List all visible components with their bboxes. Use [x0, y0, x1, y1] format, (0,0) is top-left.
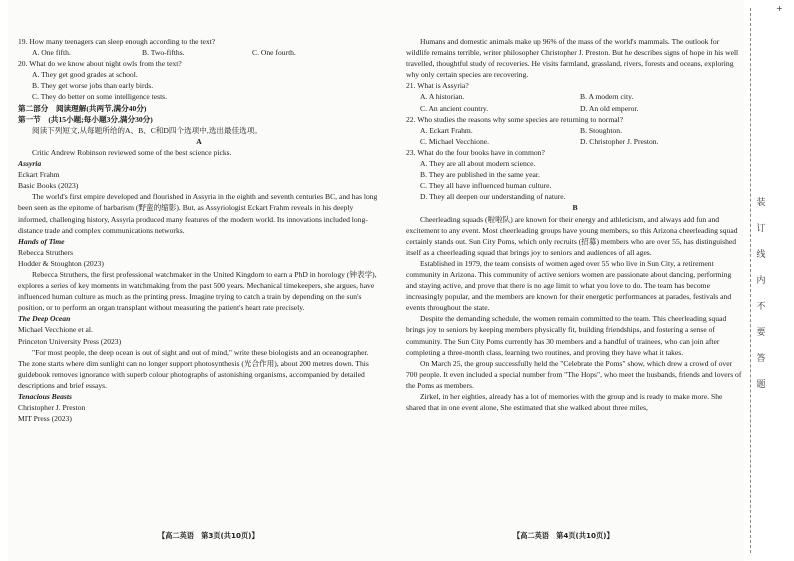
passage-paragraph: Cheerleading squads (啦啦队) are known for their energy and athleticism, and always add fun and excitement to any event. Most cheerleading groups have young members, so this Arizona cheerleading squad certainly stands out. Sun City Poms, which only recruits (招募) members who are over 55, has distinguished itself as a cheerleading squad that brings joy to seniors and audiences of all ages. [406, 214, 738, 257]
question-21-options-row1 [406, 91, 744, 102]
passage-label: B [572, 203, 578, 213]
book-publisher: Basic Books (2023) [18, 181, 79, 191]
option-c: C. One fourth. [252, 48, 296, 58]
binding-char: 答 [756, 354, 766, 364]
binding-char: 不 [756, 302, 766, 312]
passage-intro: Critic Andrew Robinson reviewed some of the best science picks. [32, 147, 232, 157]
corner-mark: + [776, 4, 783, 13]
book-title: The Deep Ocean [18, 314, 71, 324]
option-c: C. They all have influenced human culture. [420, 181, 552, 191]
section-heading: 第一节 (共15小题;每小题3分,满分30分) [18, 114, 153, 124]
part-heading: 第二部分 阅读理解(共两节,满分40分) [18, 103, 147, 113]
binding-notice [754, 190, 768, 398]
option-b: B. They are published in the same year. [420, 170, 540, 180]
option-a: A. A historian. [420, 92, 465, 102]
passage-paragraph: Zirkel, in her eighties, already has a lot of memories with the group and is ready to make more. She shared that in one event alone, She estimated that she walked about three miles, [406, 392, 723, 413]
option-b: B. They get worse jobs than early birds. [32, 81, 154, 91]
option-a: A. They are all about modern science. [420, 159, 536, 169]
page-footer-right: 【高二英语 第4页(共10页)】 [513, 531, 614, 540]
binding-char: 装 [756, 198, 766, 208]
question-21-options-row2 [406, 103, 744, 114]
book-author: Michael Vecchione et al. [18, 325, 93, 335]
book-author: Christopher J. Preston [18, 403, 86, 413]
passage-paragraph: On March 25, the group successfully held the "Celebrate the Poms" show, which drew a crowd of over 700 people. It even included a special number from "The Hops", who meet the husbands, friends and lovers of the Poms as members. [406, 358, 742, 390]
option-d: D. Christopher J. Preston. [580, 136, 659, 146]
right-column [406, 36, 744, 413]
page-footer-left: 【高二英语 第3页(共10页)】 [158, 531, 259, 540]
option-a: A. They get good grades at school. [32, 70, 138, 80]
book-title: Hands of Time [18, 236, 65, 246]
passage-paragraph: Established in 1979, the team consists of women aged over 55 who live in Sun City, a retirement community in Arizona. This community of active seniors women are passionate about dancing, performing and staying active, and prove that there is no age limit to what you love to do. The team has become increasingly popular, and the members are known for their energetic performances at parades, festivals and events throughout the state. [406, 258, 732, 313]
question-21: 21. What is Assyria? [406, 81, 469, 91]
book-author: Eckart Frahm [18, 170, 60, 180]
option-c: C. An ancient country. [420, 103, 489, 113]
passage-label: A [196, 136, 202, 146]
option-c: C. Michael Vecchione. [420, 136, 490, 146]
passage-paragraph: Despite the demanding schedule, the women remain committed to the team. This cheerleading squad brings joy to seniors by keeping members physically fit, building friendships, and fostering a sense of community. The Sun City Poms currently has 30 members and a handful of trainees, who can join after completing a three-month class, learning two routines, and proving they have what it takes. [406, 314, 727, 357]
binding-char: 题 [756, 380, 766, 390]
binding-char: 订 [756, 224, 766, 234]
book-title: Tenacious Beasts [18, 392, 72, 401]
binding-char: 线 [756, 250, 766, 260]
book-description: The world's first empire developed and flourished in Assyria in the eighth and seventh centuries BC, and has long been seen as the epitome of barbarism (野蛮的缩影). But, as Assyriologist Eckart Frahm reveals in his deeply informed, challenging history, Assyria produced many features of the modern world. Its innovations included long-distance trade and complex communications networks. [18, 192, 378, 235]
option-b: B. Two-fifths. [142, 48, 185, 58]
question-22-options-row1 [406, 125, 744, 136]
question-19-options [18, 47, 380, 58]
option-b: B. A modern city. [580, 92, 634, 102]
binding-char: 内 [756, 276, 766, 286]
book-description: Rebecca Struthers, the first professional watchmaker in the United Kingdom to earn a PhD in horology (钟表学), explores a series of key moments in watchmaking from the past 500 years. Mechanical timekeepers, she argues, have influenced human culture as much as the printing press. Imagine trying to catch a train by depending on the sun's position, or to perform an organ transplant without measuring the patient's heart rate precisely. [18, 269, 377, 313]
question-20: 20. What do we know about night owls from the text? [18, 59, 182, 69]
question-23: 23. What do the four books have in common? [406, 147, 545, 157]
book-author: Rebecca Struthers [18, 247, 74, 257]
book-description: Humans and domestic animals make up 96% of the mass of the world's mammals. The outlook for wildlife remains terrible, writer philosopher Christopher J. Preston. But he describes signs of hope in his well travelled, thoughtful study of recoveries. He visits farmland, grassland, rivers, forests and oceans, exploring why only certain species are recovering. [406, 37, 739, 80]
left-column [18, 36, 380, 424]
book-title: Assyria [18, 159, 42, 169]
binding-dashed-line [750, 8, 751, 553]
question-22-options-row2 [406, 136, 744, 147]
option-a: A. Eckart Frahm. [420, 125, 473, 135]
book-publisher: Princeton University Press (2023) [18, 336, 122, 346]
book-description: "For most people, the deep ocean is out of sight and out of mind," write these biologists and an oceanographer. The zone starts where dim sunlight can no longer support photosynthesis (光合作用), about 200 metres down. This guidebook removes ignorance with superb colour photographs of astonishing organisms, accompanied by detailed descriptions and brief essays. [18, 347, 369, 390]
binding-char: 要 [756, 328, 766, 338]
binding-margin [744, 0, 794, 561]
question-19: 19. How many teenagers can sleep enough according to the text? [18, 37, 216, 46]
question-22: 22. Who studies the reasons why some species are returning to normal? [406, 114, 624, 124]
instructions: 阅读下列短文,从每题所给的A、B、C和D四个选项中,选出最佳选项。 [32, 125, 262, 135]
book-publisher: Hodder & Stoughton (2023) [18, 258, 104, 268]
option-d: D. An old emperor. [580, 103, 639, 113]
option-b: B. Stoughton. [580, 125, 622, 135]
option-d: D. They all deepen our understanding of nature. [420, 192, 566, 202]
book-publisher: MIT Press (2023) [18, 414, 72, 424]
exam-page [8, 0, 744, 561]
option-a: A. One fifth. [32, 48, 71, 58]
option-c: C. They do better on some intelligence tests. [32, 92, 168, 102]
